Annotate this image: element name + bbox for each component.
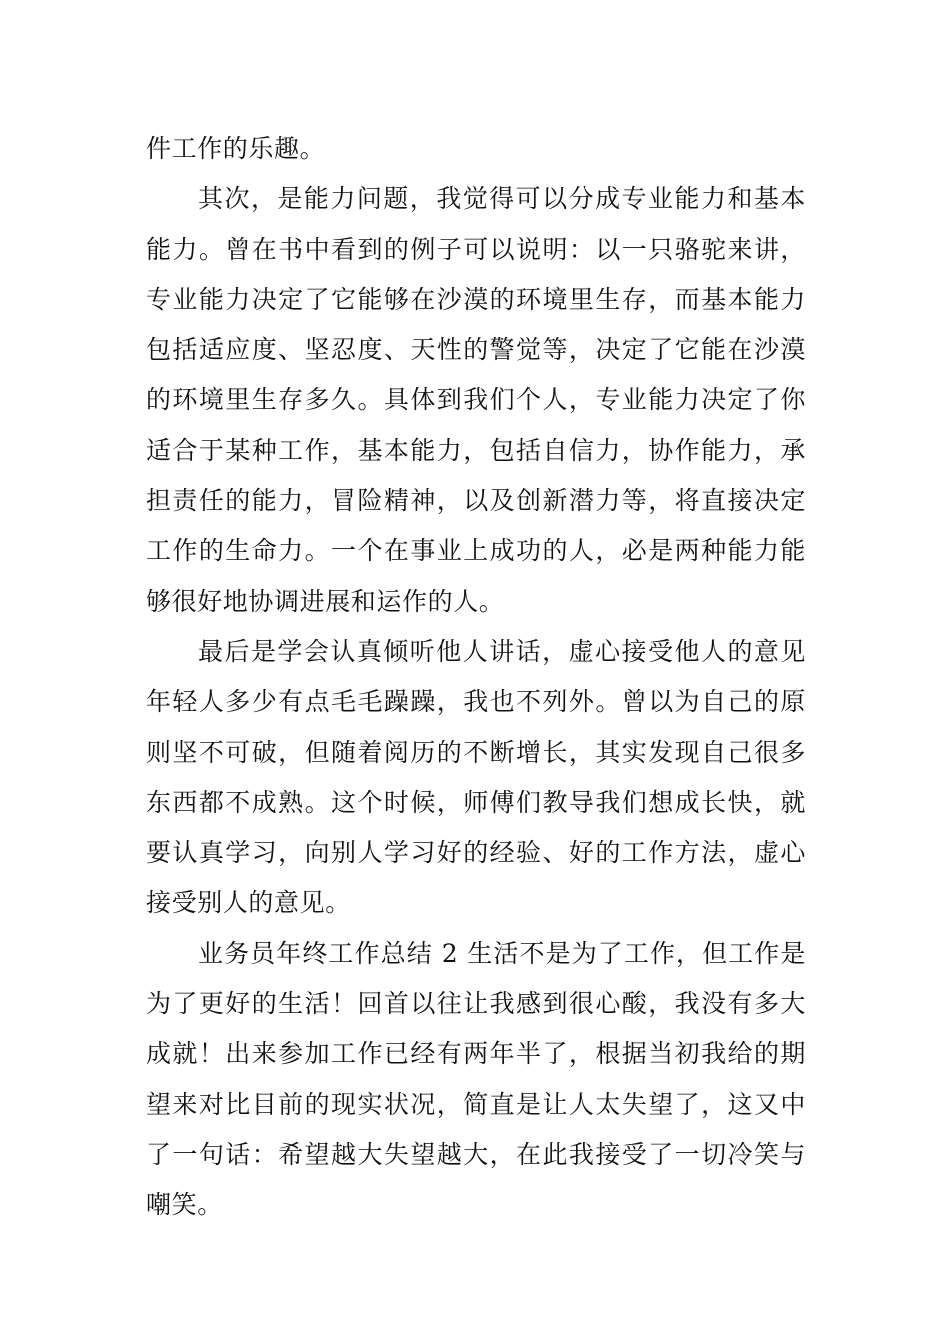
paragraph-ability: 其次，是能力问题，我觉得可以分成专业能力和基本能力。曾在书中看到的例子可以说明：以一只骆驼来讲，专业能力决定了它能够在沙漠的环境里生存，而基本能力包括适应度、坚忍度、天性的警觉等，决定了它能在沙漠的环境里生存多久。具体到我们个人，专业能力决定了你适合于某种工作，基本能力，包括自信力，协作能力，承担责任的能力，冒险精神，以及创新潜力等，将直接决定工作的生命力。一个在事业上成功的人，必是两种能力能够很好地协调进展和运作的人。 — [146, 184, 806, 616]
document-body — [146, 124, 806, 1231]
paragraph-continuation: 件工作的乐趣。 — [146, 134, 326, 163]
paragraph-listening: 最后是学会认真倾听他人讲话，虚心接受他人的意见年轻人多少有点毛毛躁躁，我也不列外。曾以为自己的原则坚不可破，但随着阅历的不断增长，其实发现自己很多东西都不成熟。这个时候，师傅们教导我们想成长快，就要认真学习，向别人学习好的经验、好的工作方法，虚心接受别人的意见。 — [146, 636, 806, 918]
paragraph-summary-2: 业务员年终工作总结 2 生活不是为了工作，但工作是为了更好的生活！回首以往让我感到很心酸，我没有多大成就！出来参加工作已经有两年半了，根据当初我给的期望来对比目前的现实状况，简直是让人太失望了，这又中了一句话：希望越大失望越大，在此我接受了一切冷笑与嘲笑。 — [146, 938, 806, 1220]
